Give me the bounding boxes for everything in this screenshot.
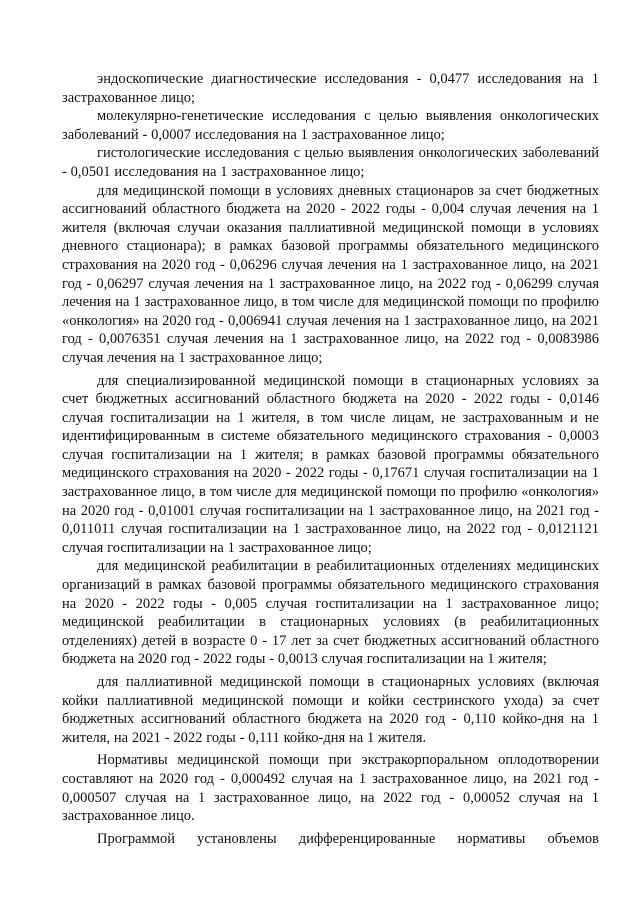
- paragraph-day-hospital: для медицинской помощи в условиях дневных стационаров за счет бюджетных ассигнований областного бюджета на 2020 - 2022 годы - 0,004 случая лечения на 1 жителя (включая случаи оказания паллиативной медицинской помощи в условиях дневного стационара); в рамках базовой программы обязательного медицинского страхования на 2020 год - 0,06296 случая лечения на 1 застрахованное лицо, на 2021 год - 0,06297 случая лечения на 1 застрахованное лицо, на 2022 год - 0,06299 случая лечения на 1 застрахованное лицо, в том числе для медицинской помощи по профилю «онкология» на 2020 год - 0,006941 случая лечения на 1 застрахованное лицо, на 2021 год - 0,0076351 случая лечения на 1 застрахованное лицо, на 2022 год - 0,0083986 случая лечения на 1 застрахованное лицо;: [62, 182, 599, 366]
- paragraph-histological: гистологические исследования с целью выявления онкологических заболеваний - 0,0501 исследования на 1 застрахованное лицо;: [62, 145, 599, 180]
- paragraph-rehabilitation: для медицинской реабилитации в реабилитационных отделениях медицинских организаций в рамках базовой программы обязательного медицинского страхования на 2020 - 2022 годы - 0,005 случая госпитализации на 1 застрахованное лицо; медицинской реабилитации в стационарных условиях (в реабилитационных отделениях) детей в возрасте 0 - 17 лет за счет бюджетных ассигнований областного бюджета на 2020 год - 2022 годы - 0,0013 случая госпитализации на 1 жителя;: [62, 558, 599, 668]
- paragraph-endoscopic: эндоскопические диагностические исследования - 0,0477 исследования на 1 застрахованное лицо;: [62, 71, 599, 106]
- paragraph-ivf: Нормативы медицинской помощи при экстракорпоральном оплодотворении составляют на 2020 год - 0,000492 случая на 1 застрахованное лицо, на 2021 год - 0,000507 случая на 1 застрахованное лицо, на 2022 год - 0,00052 случая на 1 застрахованное лицо.: [62, 752, 599, 825]
- paragraph-differentiated-norms: Программой установлены дифференцированные нормативы объемов: [97, 830, 599, 847]
- paragraph-specialized-care: для специализированной медицинской помощи в стационарных условиях за счет бюджетных ассигнований областного бюджета на 2020 - 2022 годы - 0,0146 случая госпитализации на 1 жителя, в том числе лицам, не застрахованным и не идентифицированным в системе обязательного медицинского страхования - 0,0003 случая госпитализации на 1 жителя; в рамках базовой программы обязательного медицинского страхования на 2020 - 2022 годы - 0,17671 случая госпитализации на 1 застрахованное лицо, в том числе для медицинской помощи по профилю «онкология» на 2020 год - 0,01001 случая госпитализации на 1 застрахованное лицо, на 2021 год - 0,011011 случая госпитализации на 1 застрахованное лицо, на 2022 год - 0,0121121 случая госпитализации на 1 застрахованное лицо;: [62, 372, 599, 556]
- paragraph-molecular-genetic: молекулярно-генетические исследования с целью выявления онкологических заболеваний - 0,0007 исследования на 1 застрахованное лицо;: [62, 108, 599, 143]
- document-body: [62, 70, 599, 848]
- paragraph-palliative-care: для паллиативной медицинской помощи в стационарных условиях (включая койки паллиативной медицинской помощи и койки сестринского ухода) за счет бюджетных ассигнований областного бюджета на 2020 год - 0,110 койко-дня на 1 жителя, на 2021 - 2022 годы - 0,111 койко-дня на 1 жителя.: [62, 674, 599, 746]
